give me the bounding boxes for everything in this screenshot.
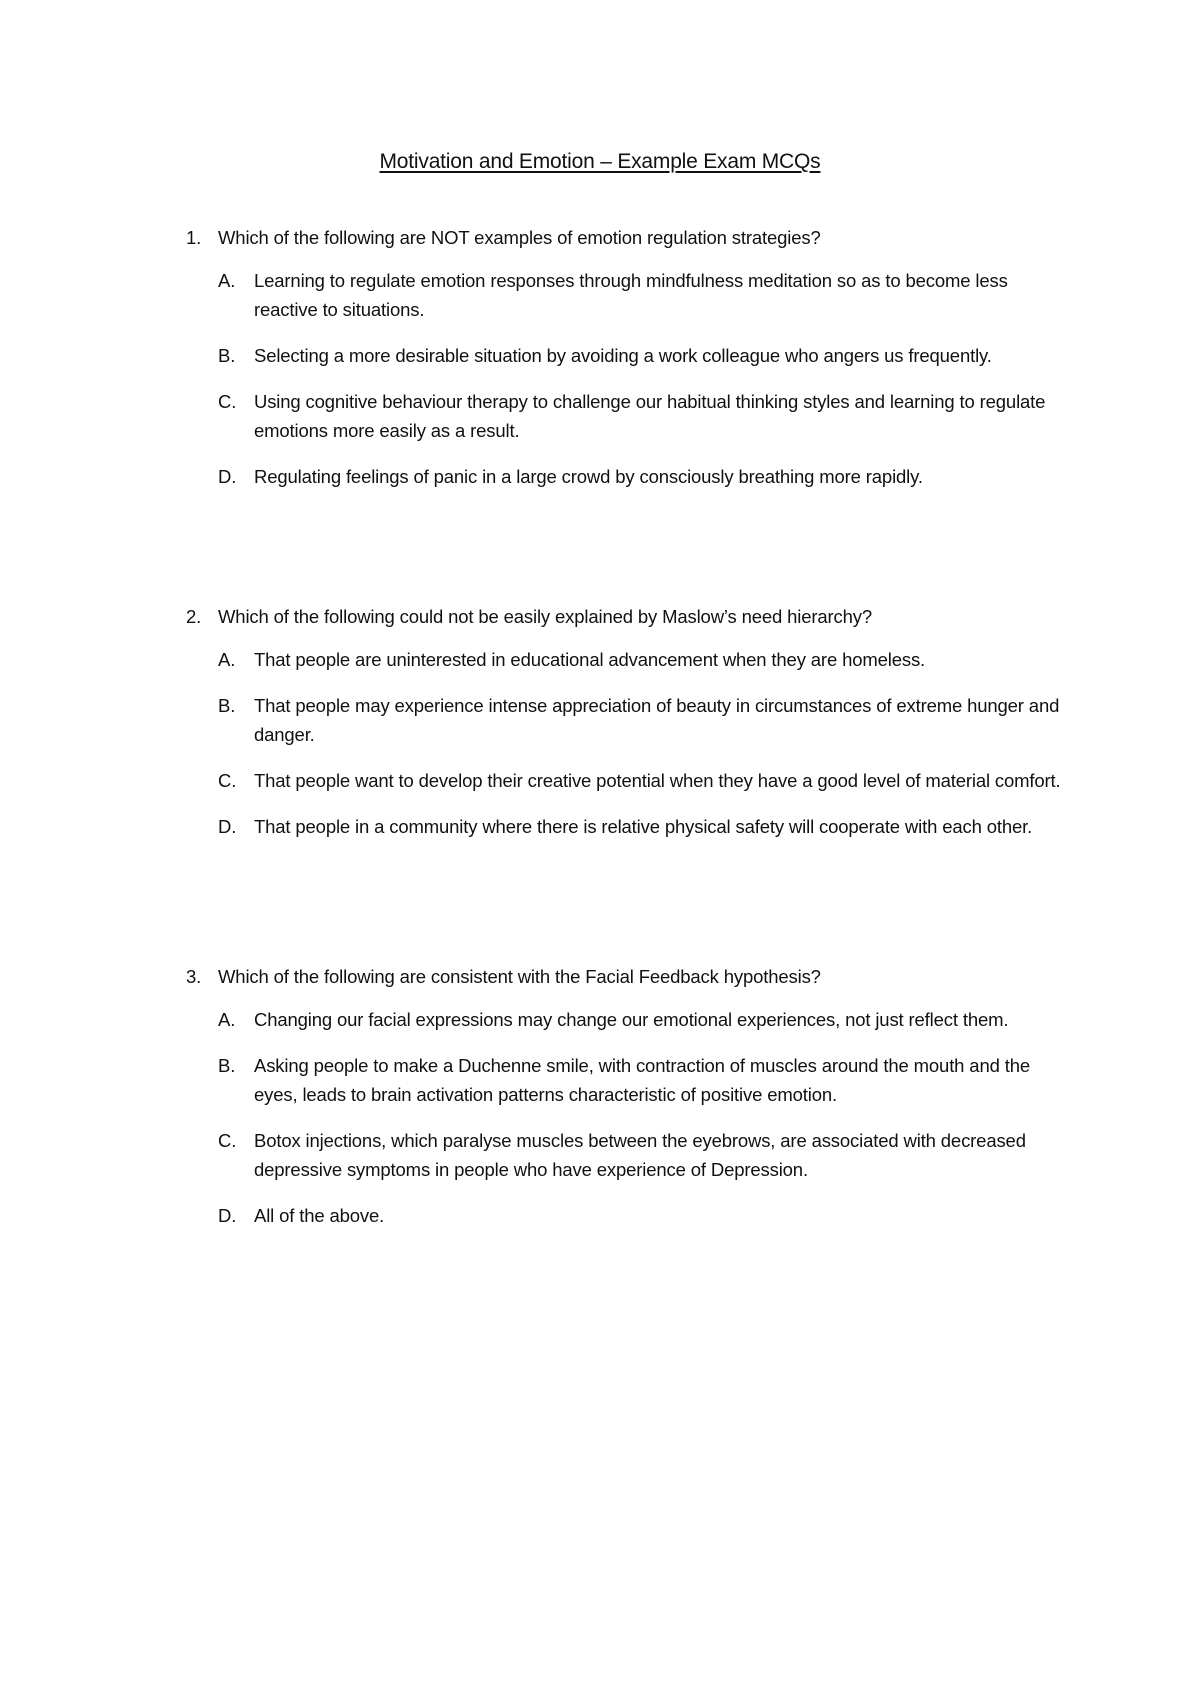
- option-a: [218, 645, 1086, 674]
- option-d: [218, 462, 1086, 491]
- option-letter: B.: [218, 1055, 236, 1076]
- option-text: That people in a community where there is relative physical safety will cooperate with each other.: [254, 816, 1033, 837]
- option-text: Using cognitive behaviour therapy to challenge our habitual thinking styles and learning to regulate emotions more easily as a result.: [254, 391, 1046, 441]
- option-c: [218, 766, 1086, 795]
- question-stem: [186, 963, 1086, 991]
- option-list: [186, 645, 1086, 841]
- question-2: [186, 603, 1086, 858]
- option-letter: A.: [218, 270, 236, 291]
- option-text: All of the above.: [254, 1205, 385, 1226]
- option-b: [218, 1051, 1086, 1109]
- option-letter: A.: [218, 649, 236, 670]
- option-letter: B.: [218, 695, 236, 716]
- question-number: 2.: [186, 606, 202, 627]
- question-3: [186, 963, 1086, 1247]
- option-letter: D.: [218, 466, 237, 487]
- option-list: [186, 266, 1086, 491]
- question-text: Which of the following are NOT examples of emotion regulation strategies?: [218, 227, 821, 248]
- option-text: That people are uninterested in educational advancement when they are homeless.: [254, 649, 926, 670]
- option-b: [218, 341, 1086, 370]
- option-d: [218, 1201, 1086, 1230]
- question-stem: [186, 224, 1086, 252]
- option-letter: C.: [218, 770, 237, 791]
- option-c: [218, 387, 1086, 445]
- option-c: [218, 1126, 1086, 1184]
- option-text: Regulating feelings of panic in a large crowd by consciously breathing more rapidly.: [254, 466, 923, 487]
- document-title: Motivation and Emotion – Example Exam MCQs: [379, 150, 821, 173]
- question-number: 1.: [186, 227, 202, 248]
- question-text: Which of the following are consistent with the Facial Feedback hypothesis?: [218, 966, 821, 987]
- option-letter: D.: [218, 1205, 237, 1226]
- option-b: [218, 691, 1086, 749]
- question-1: [186, 224, 1086, 508]
- question-number: 3.: [186, 966, 202, 987]
- option-letter: D.: [218, 816, 237, 837]
- option-text: Learning to regulate emotion responses through mindfulness meditation so as to become less reactive to situations.: [254, 270, 1008, 320]
- option-letter: B.: [218, 345, 236, 366]
- option-letter: C.: [218, 391, 237, 412]
- option-a: [218, 266, 1086, 324]
- option-text: Changing our facial expressions may change our emotional experiences, not just reflect them.: [254, 1009, 1009, 1030]
- option-letter: A.: [218, 1009, 236, 1030]
- option-letter: C.: [218, 1130, 237, 1151]
- question-text: Which of the following could not be easily explained by Maslow’s need hierarchy?: [218, 606, 873, 627]
- option-d: [218, 812, 1086, 841]
- option-a: [218, 1005, 1086, 1034]
- option-text: Botox injections, which paralyse muscles between the eyebrows, are associated with decreased depressive symptoms in people who have experience of Depression.: [254, 1130, 1026, 1180]
- option-text: Asking people to make a Duchenne smile, with contraction of muscles around the mouth and the eyes, leads to brain activation patterns characteristic of positive emotion.: [254, 1055, 1030, 1105]
- option-list: [186, 1005, 1086, 1230]
- question-stem: [186, 603, 1086, 631]
- option-text: Selecting a more desirable situation by avoiding a work colleague who angers us frequently.: [254, 345, 992, 366]
- option-text: That people may experience intense appreciation of beauty in circumstances of extreme hunger and danger.: [254, 695, 1060, 745]
- option-text: That people want to develop their creative potential when they have a good level of material comfort.: [254, 770, 1061, 791]
